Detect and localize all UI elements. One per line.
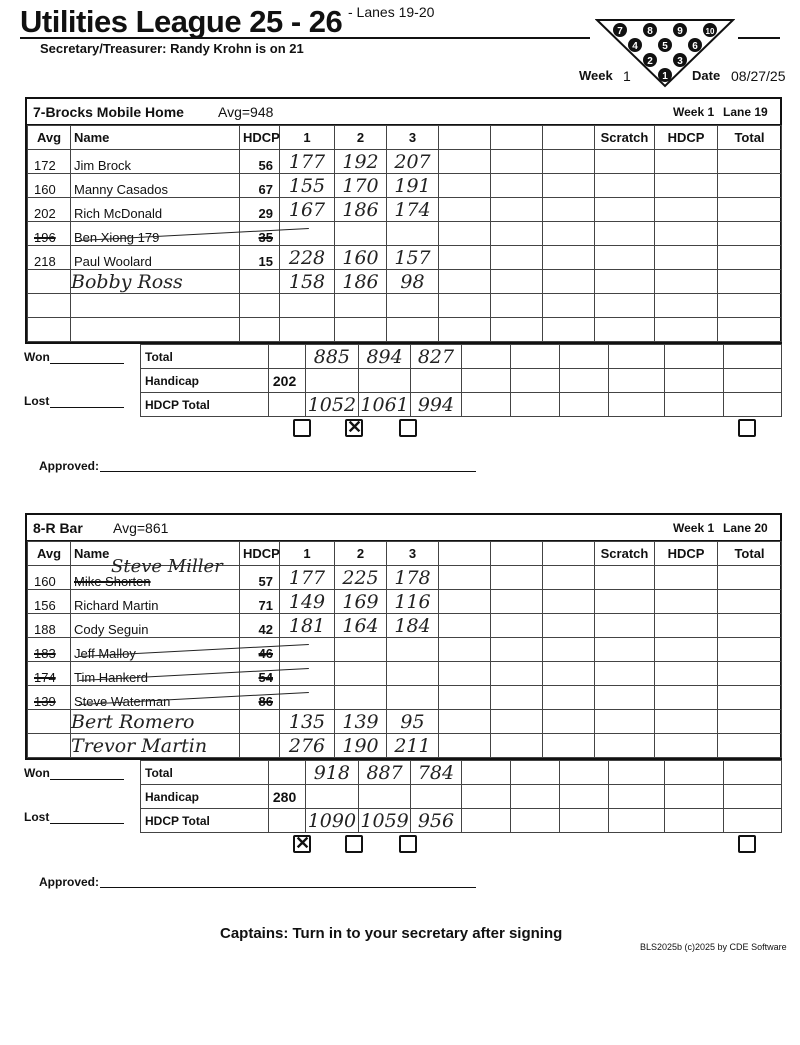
team-2-header <box>27 515 780 541</box>
player-hdcp: 67 <box>240 174 280 198</box>
player-hdcp: 54 <box>240 662 280 686</box>
col-blank <box>491 542 543 566</box>
player-row <box>28 638 782 662</box>
col-game-1: 1 <box>280 126 335 150</box>
player-g3: 157 <box>387 246 439 270</box>
secretary-line: Secretary/Treasurer: Randy Krohn is on 21 <box>40 41 304 56</box>
player-g3: 184 <box>387 614 439 638</box>
player-avg <box>28 710 71 734</box>
player-avg: 218 <box>28 246 71 270</box>
player-row <box>28 566 782 590</box>
player-g1: 276 <box>280 734 335 758</box>
player-name-struck: Steve Waterman <box>74 694 171 709</box>
team-2-lane: Lane 20 <box>723 521 768 535</box>
pin-number: 7 <box>617 26 623 37</box>
team-1-section <box>25 97 782 419</box>
col-game-1: 1 <box>280 542 335 566</box>
player-g3: 191 <box>387 174 439 198</box>
player-g2 <box>335 638 387 662</box>
player-row <box>28 662 782 686</box>
team-2-grid <box>25 513 782 760</box>
player-g2: 160 <box>335 246 387 270</box>
player-name: Rich McDonald <box>71 198 240 222</box>
player-g1 <box>280 686 335 710</box>
player-hdcp: 86 <box>240 686 280 710</box>
approved-signature-field[interactable] <box>100 471 476 472</box>
total-game-2: 894 <box>359 345 411 369</box>
player-avg: 156 <box>28 590 71 614</box>
player-name: Cody Seguin <box>71 614 240 638</box>
player-g1: 181 <box>280 614 335 638</box>
team-2-week: Week 1 <box>673 521 715 535</box>
col-scratch: Scratch <box>595 542 655 566</box>
hdcp-total-game-2: 1061 <box>360 394 409 416</box>
player-row <box>28 198 782 222</box>
player-hdcp: 57 <box>240 566 280 590</box>
col-hdcp-2: HDCP <box>655 542 718 566</box>
player-name <box>71 686 240 710</box>
team-1-totals <box>25 344 782 419</box>
player-row <box>28 710 782 734</box>
approved-signature-field[interactable] <box>100 887 476 888</box>
player-g2: 169 <box>335 590 387 614</box>
player-g1: 167 <box>280 198 335 222</box>
pin-number: 6 <box>692 41 698 52</box>
total-game-2: 887 <box>359 761 411 785</box>
lanes-label: - Lanes 19-20 <box>348 4 435 20</box>
player-name: Trevor Martin <box>71 734 240 758</box>
player-name <box>71 556 240 590</box>
col-game-2: 2 <box>335 126 387 150</box>
total-game-1: 885 <box>305 345 359 369</box>
col-game-2: 2 <box>335 542 387 566</box>
lost-label: Lost <box>24 810 50 824</box>
total-win-checkbox[interactable] <box>738 835 756 853</box>
team-1-week: Week 1 <box>673 105 715 119</box>
player-avg: 174 <box>28 662 71 686</box>
player-hdcp <box>240 710 280 734</box>
player-row <box>28 246 782 270</box>
player-avg: 139 <box>28 686 71 710</box>
hdcp-total-game-1: 1052 <box>305 393 359 417</box>
player-hdcp: 56 <box>240 150 280 174</box>
player-g3 <box>387 222 439 246</box>
team-1-score-table <box>27 125 782 342</box>
player-g1: 158 <box>280 270 335 294</box>
game-3-win-checkbox[interactable] <box>399 419 417 437</box>
game-2-win-checkbox[interactable] <box>345 835 363 853</box>
player-g3: 211 <box>387 734 439 758</box>
player-avg <box>28 734 71 758</box>
col-total: Total <box>718 126 782 150</box>
col-game-3: 3 <box>387 126 439 150</box>
player-g2: 225 <box>335 566 387 590</box>
won-field[interactable] <box>50 779 124 780</box>
player-hdcp <box>240 270 280 294</box>
player-name <box>71 662 240 686</box>
hdcp-total-game-2: 1059 <box>360 810 409 832</box>
player-g1: 177 <box>280 566 335 590</box>
player-g1: 228 <box>280 246 335 270</box>
col-game-3: 3 <box>387 542 439 566</box>
player-g2: 186 <box>335 198 387 222</box>
player-row <box>28 614 782 638</box>
player-hdcp: 71 <box>240 590 280 614</box>
lost-field[interactable] <box>50 823 124 824</box>
hdcp-total-game-1: 1090 <box>305 809 359 833</box>
player-g1 <box>280 638 335 662</box>
player-g2 <box>335 222 387 246</box>
col-name: Name <box>71 542 240 566</box>
player-row <box>28 222 782 246</box>
week-label: Week <box>579 68 613 83</box>
won-label: Won <box>24 766 50 780</box>
captains-instructions: Captains: Turn in to your secretary after signing <box>220 925 563 942</box>
total-game-3: 784 <box>411 761 462 785</box>
team-2-totals-table <box>140 760 782 833</box>
total-label: Total <box>141 761 269 785</box>
total-game-1: 918 <box>305 761 359 785</box>
total-label: Total <box>141 345 269 369</box>
player-g2: 190 <box>335 734 387 758</box>
player-name-handwritten: Steve Miller <box>111 556 223 577</box>
player-g2: 139 <box>335 710 387 734</box>
player-g2: 164 <box>335 614 387 638</box>
player-g2 <box>335 686 387 710</box>
handicap-label: Handicap <box>141 785 269 809</box>
player-g1: 135 <box>280 710 335 734</box>
team-2-totals <box>25 760 782 835</box>
player-row <box>28 590 782 614</box>
player-name-struck: Tim Hankerd <box>74 670 148 685</box>
game-2-win-checkbox[interactable] <box>345 419 363 437</box>
team-handicap-value: 280 <box>268 785 305 809</box>
pin-number: 10 <box>705 27 715 36</box>
col-blank <box>543 126 595 150</box>
hdcp-total-game-3: 994 <box>411 393 462 417</box>
total-game-3: 827 <box>411 345 462 369</box>
team-1-lane: Lane 19 <box>723 105 768 119</box>
team-handicap-value: 202 <box>268 369 305 393</box>
table-header-row <box>28 126 782 150</box>
player-g1 <box>280 222 335 246</box>
player-name: Bobby Ross <box>71 270 240 294</box>
player-avg: 196 <box>28 222 71 246</box>
col-hdcp: HDCP <box>240 126 280 150</box>
player-avg: 183 <box>28 638 71 662</box>
player-avg <box>28 270 71 294</box>
player-g2: 186 <box>335 270 387 294</box>
total-win-checkbox[interactable] <box>738 419 756 437</box>
pin-number: 3 <box>677 56 683 67</box>
player-name-struck: Ben Xiong 179 <box>74 230 160 245</box>
approved-label: Approved: <box>39 875 99 889</box>
col-blank <box>439 542 491 566</box>
handicap-label: Handicap <box>141 369 269 393</box>
col-avg: Avg <box>28 542 71 566</box>
col-blank <box>439 126 491 150</box>
header-rule-right <box>738 37 780 39</box>
col-hdcp-2: HDCP <box>655 126 718 150</box>
won-field[interactable] <box>50 363 124 364</box>
team-2-avg: Avg=861 <box>113 520 169 536</box>
player-row <box>28 318 782 342</box>
player-g1: 177 <box>280 150 335 174</box>
hdcp-total-label: HDCP Total <box>141 393 269 417</box>
col-hdcp: HDCP <box>240 542 280 566</box>
date-value: 08/27/25 <box>731 68 786 84</box>
player-g3 <box>387 638 439 662</box>
player-hdcp: 35 <box>240 222 280 246</box>
team-2-name: 8-R Bar <box>33 520 83 536</box>
player-hdcp: 42 <box>240 614 280 638</box>
won-label: Won <box>24 350 50 364</box>
player-avg: 160 <box>28 174 71 198</box>
player-g3 <box>387 662 439 686</box>
lost-label: Lost <box>24 394 50 408</box>
league-title: Utilities League 25 - 26 <box>20 4 343 39</box>
player-avg: 188 <box>28 614 71 638</box>
player-g3: 98 <box>387 270 439 294</box>
player-name: Jim Brock <box>71 150 240 174</box>
player-name <box>71 638 240 662</box>
player-g3 <box>387 686 439 710</box>
col-total: Total <box>718 542 782 566</box>
hdcp-total-label: HDCP Total <box>141 809 269 833</box>
game-1-win-checkbox[interactable] <box>293 835 311 853</box>
col-scratch: Scratch <box>595 126 655 150</box>
player-name: Richard Martin <box>71 590 240 614</box>
player-name: Paul Woolard <box>71 246 240 270</box>
pin-number: 9 <box>677 26 683 37</box>
team-2-section <box>25 513 782 835</box>
player-row <box>28 270 782 294</box>
game-3-win-checkbox[interactable] <box>399 835 417 853</box>
copyright-notice: BLS2025b (c)2025 by CDE Software <box>640 942 787 952</box>
team-1-name: 7-Brocks Mobile Home <box>33 104 184 120</box>
game-1-win-checkbox[interactable] <box>293 419 311 437</box>
week-value: 1 <box>623 68 631 84</box>
player-hdcp: 46 <box>240 638 280 662</box>
pin-number: 8 <box>647 26 653 37</box>
team-2-score-table <box>27 541 782 758</box>
player-g3: 174 <box>387 198 439 222</box>
col-blank <box>543 542 595 566</box>
player-avg: 160 <box>28 566 71 590</box>
player-name: Manny Casados <box>71 174 240 198</box>
player-g1 <box>280 662 335 686</box>
player-g3: 207 <box>387 150 439 174</box>
player-row <box>28 294 782 318</box>
col-avg: Avg <box>28 126 71 150</box>
pin-number: 4 <box>632 41 638 52</box>
player-g2: 192 <box>335 150 387 174</box>
approved-label: Approved: <box>39 459 99 473</box>
player-g1: 149 <box>280 590 335 614</box>
player-g3: 178 <box>387 566 439 590</box>
player-name-struck: Mike Shorten <box>74 574 151 589</box>
team-1-header <box>27 99 780 125</box>
hdcp-total-game-3: 956 <box>411 809 462 833</box>
pin-number: 1 <box>662 71 668 82</box>
lost-field[interactable] <box>50 407 124 408</box>
player-g1: 155 <box>280 174 335 198</box>
player-g3: 95 <box>387 710 439 734</box>
team-1-avg: Avg=948 <box>218 104 274 120</box>
player-avg: 172 <box>28 150 71 174</box>
team-1-grid <box>25 97 782 344</box>
player-g2: 170 <box>335 174 387 198</box>
player-name-struck: Jeff Malloy <box>74 646 136 661</box>
player-name <box>71 222 240 246</box>
header-rule <box>20 37 590 39</box>
col-blank <box>491 126 543 150</box>
player-name: Bert Romero <box>71 710 240 734</box>
player-row <box>28 174 782 198</box>
pin-number: 5 <box>662 41 668 52</box>
player-avg: 202 <box>28 198 71 222</box>
player-row <box>28 686 782 710</box>
player-hdcp: 15 <box>240 246 280 270</box>
player-row <box>28 734 782 758</box>
pin-number: 2 <box>647 56 653 67</box>
team-1-totals-table <box>140 344 782 417</box>
player-g3: 116 <box>387 590 439 614</box>
col-name: Name <box>71 126 240 150</box>
player-row <box>28 150 782 174</box>
player-g2 <box>335 662 387 686</box>
player-hdcp: 29 <box>240 198 280 222</box>
player-hdcp <box>240 734 280 758</box>
date-label: Date <box>692 68 721 83</box>
